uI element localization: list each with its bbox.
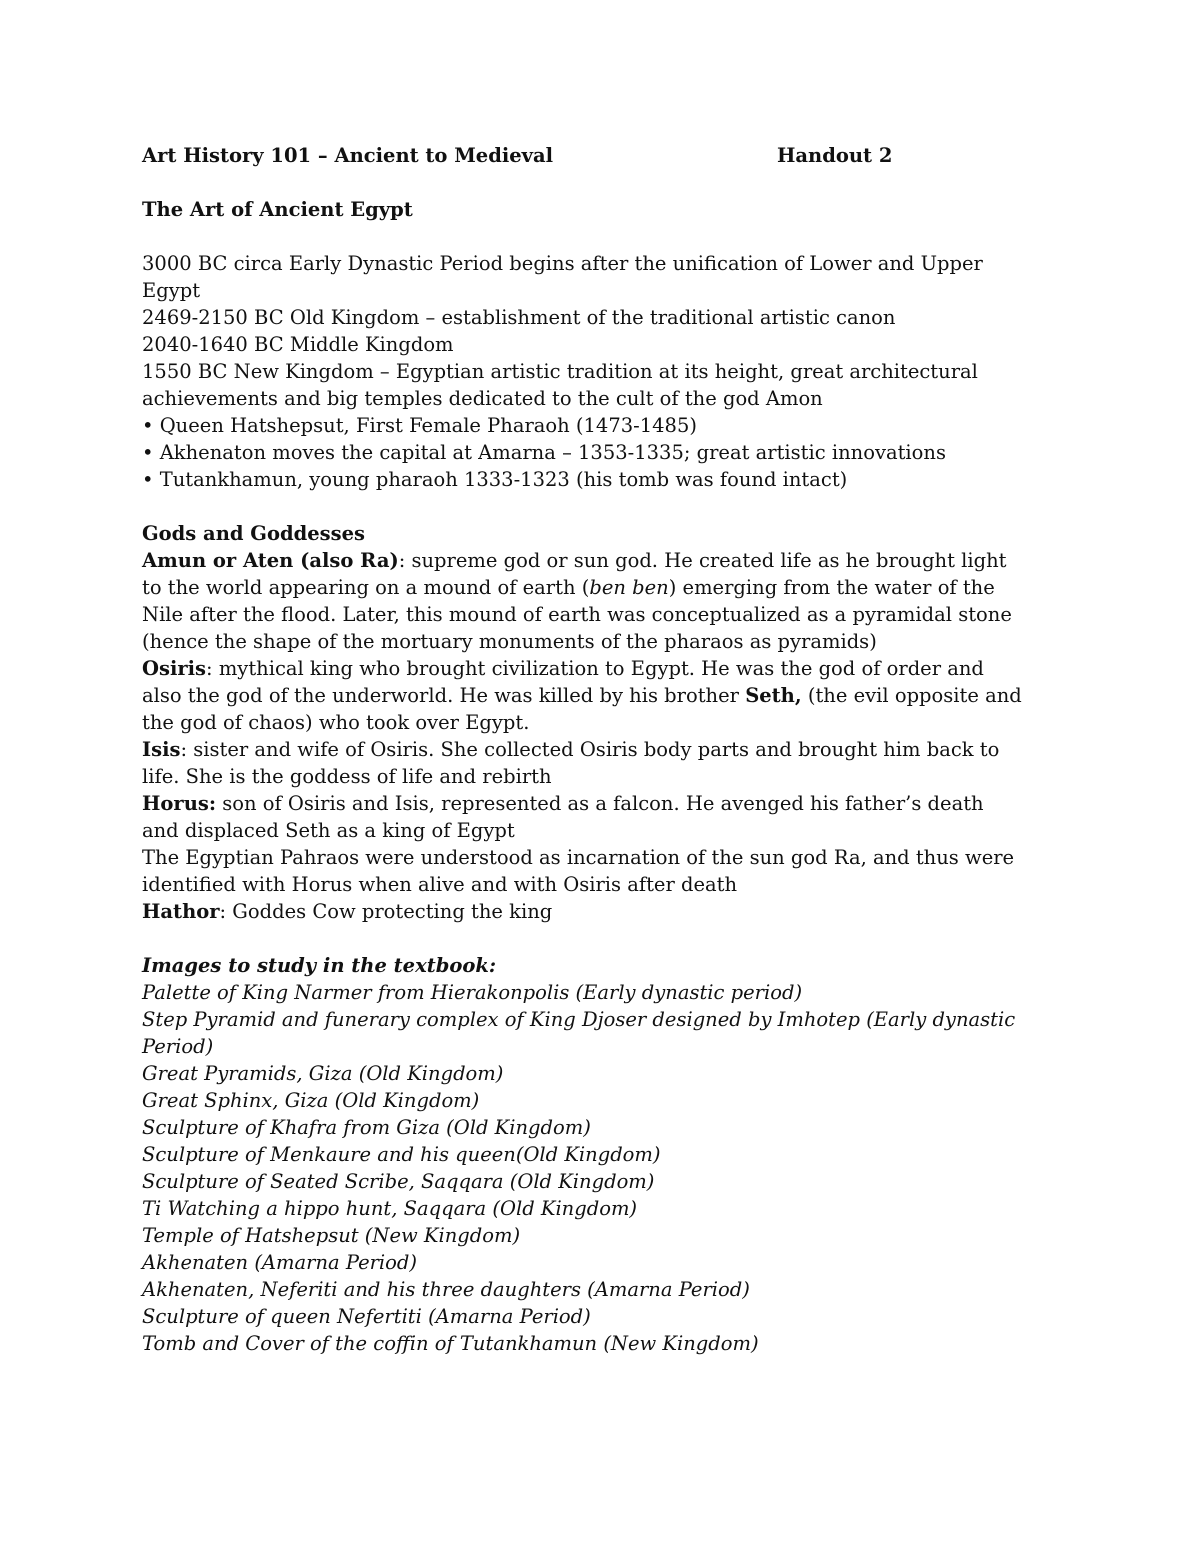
image-item: Temple of Hatshepsut (New Kingdom): [142, 1224, 521, 1247]
handout-number: Handout 2: [777, 144, 893, 167]
images-section: [142, 952, 1022, 1357]
god-entry-amun: [142, 547, 1022, 655]
god-name: Isis: [142, 738, 181, 761]
timeline-entry: 3000 BC circa Early Dynastic Period begins after the unification of Lower and Upper Egypt: [142, 252, 983, 302]
god-entry-osiris: [142, 655, 1022, 736]
image-item: Step Pyramid and funerary complex of King Djoser designed by Imhotep (Early dynastic Period): [142, 1008, 1016, 1058]
image-item: Akhenaten (Amarna Period): [142, 1251, 417, 1274]
course-title: Art History 101 – Ancient to Medieval: [142, 144, 554, 167]
god-description: : sister and wife of Osiris. She collected Osiris body parts and brought him back to life. She is the goddess of life and rebirth: [142, 738, 1000, 788]
gods-heading: Gods and Goddesses: [142, 522, 365, 545]
document-page: [142, 142, 1022, 1357]
image-item: Ti Watching a hippo hunt, Saqqara (Old Kingdom): [142, 1197, 638, 1220]
gods-section: [142, 520, 1022, 925]
timeline-bullet: • Akhenaton moves the capital at Amarna – 1353-1335; great artistic innovations: [142, 441, 946, 464]
timeline-bullet: • Tutankhamun, young pharaoh 1333-1323 (his tomb was found intact): [142, 468, 848, 491]
pharaos-note: The Egyptian Pahraos were understood as incarnation of the sun god Ra, and thus were identified with Horus when alive and with Osiris after death: [142, 846, 1015, 896]
image-item: Sculpture of queen Nefertiti (Amarna Period): [142, 1305, 591, 1328]
god-name: Hathor: [142, 900, 220, 923]
ben-ben-term: ben ben: [589, 576, 669, 599]
image-item: Great Pyramids, Giza (Old Kingdom): [142, 1062, 504, 1085]
god-description: : mythical king who brought civilization to Egypt. He was the god of order and also the god of the underworld. He was killed by his brother: [142, 657, 984, 707]
images-heading: Images to study in the textbook:: [142, 954, 497, 977]
god-entry-horus: [142, 790, 1022, 844]
image-item: Tomb and Cover of the coffin of Tutankhamun (New Kingdom): [142, 1332, 759, 1355]
god-name: Osiris: [142, 657, 207, 680]
god-description: (the evil opposite and the god of chaos) who took over Egypt.: [142, 684, 1022, 734]
image-item: Sculpture of Menkaure and his queen(Old Kingdom): [142, 1143, 661, 1166]
section-title: The Art of Ancient Egypt: [142, 198, 413, 221]
timeline-bullet: • Queen Hatshepsut, First Female Pharaoh (1473-1485): [142, 414, 697, 437]
image-item: Sculpture of Khafra from Giza (Old Kingdom): [142, 1116, 591, 1139]
image-item: Sculpture of Seated Scribe, Saqqara (Old Kingdom): [142, 1170, 655, 1193]
timeline: [142, 250, 1022, 493]
timeline-entry: 1550 BC New Kingdom – Egyptian artistic tradition at its height, great architectural achievements and big temples dedicated to the cult of the god Amon: [142, 360, 978, 410]
seth-name: Seth,: [745, 684, 802, 707]
timeline-entry: 2469-2150 BC Old Kingdom – establishment of the traditional artistic canon: [142, 306, 896, 329]
image-item: Akhenaten, Neferiti and his three daughters (Amarna Period): [142, 1278, 750, 1301]
god-description: : Goddes Cow protecting the king: [219, 900, 553, 923]
timeline-entry: 2040-1640 BC Middle Kingdom: [142, 333, 454, 356]
god-entry-isis: [142, 736, 1022, 790]
god-description: son of Osiris and Isis, represented as a falcon. He avenged his father’s death and displaced Seth as a king of Egypt: [142, 792, 984, 842]
image-item: Palette of King Narmer from Hierakonpolis (Early dynastic period): [142, 981, 803, 1004]
god-description: : supreme god or sun god. He created life as he brought light to the world appearing on a mound of earth (: [142, 549, 1007, 599]
god-entry-hathor: [142, 898, 1022, 925]
image-item: Great Sphinx, Giza (Old Kingdom): [142, 1089, 480, 1112]
god-name: Horus:: [142, 792, 217, 815]
document-header: [142, 142, 1022, 169]
god-name: Amun or Aten (also Ra): [142, 549, 399, 572]
god-description: ) emerging from the water of the Nile after the flood. Later, this mound of earth was conceptualized as a pyramidal stone (hence the shape of the mortuary monuments of the pharaos as pyramids): [142, 576, 1012, 653]
